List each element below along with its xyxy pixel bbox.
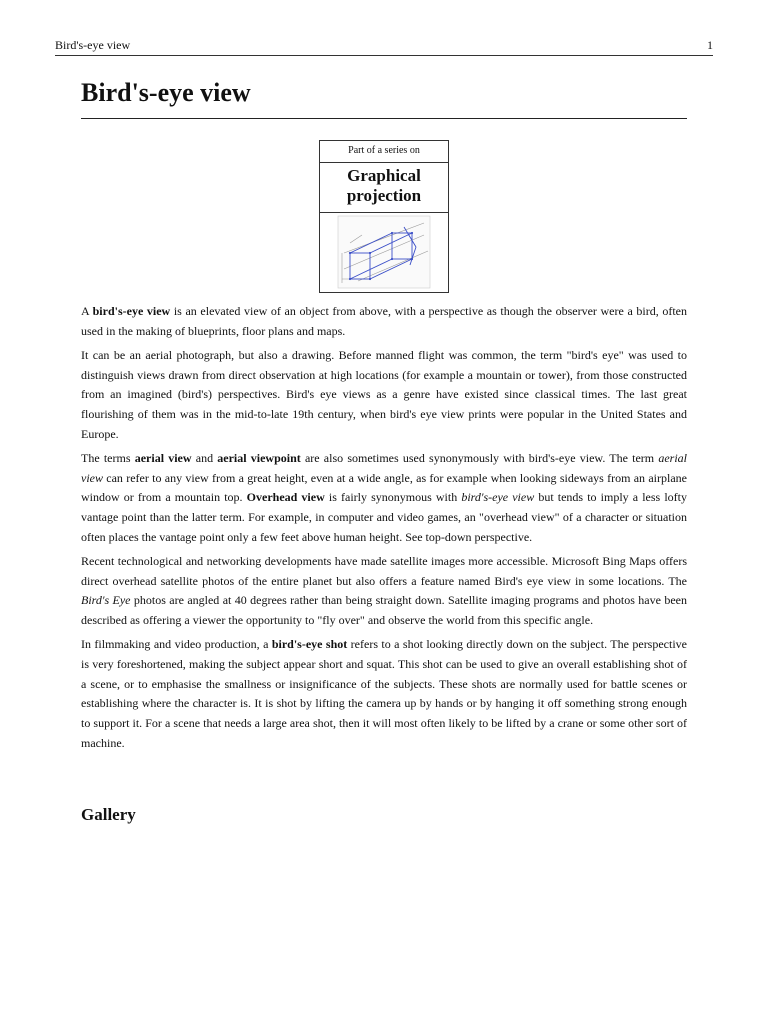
- infobox-topic-title[interactable]: Graphical projection: [320, 163, 448, 213]
- bold-term: bird's-eye view: [92, 304, 171, 318]
- text-run: photos are angled at 40 degrees rather than being straight down. Satellite imaging programs and photos have been described as offering a viewer the opportunity to "fly over" and observe the world from this specific angle.: [81, 593, 687, 628]
- text-run: refers to a shot looking directly down on the subject. The perspective is very foreshortened, making the subject appear short and squat. This shot can be used to give an overall establishing shot of a scene, or to emphasise the smallness or insignificance of the subjects. These shots are normally used for battle scenes or establishing where the character is. It is shot by lifting the camera up by hands or by hanging it off something strong enough to support it. For a scene that needs a large area shot, then it will most often likely to be lifted by a crane or some other sort of machine.: [81, 637, 687, 750]
- bold-term: bird's-eye shot: [271, 637, 348, 652]
- bold-term: aerial viewpoint: [217, 450, 301, 465]
- page-title: Bird's-eye view: [81, 74, 687, 119]
- bold-term: aerial view: [134, 450, 192, 465]
- paragraph: [81, 552, 687, 631]
- paragraph: [81, 302, 687, 341]
- text-run: The terms: [81, 450, 135, 465]
- gallery-heading: Gallery: [81, 805, 136, 824]
- text-run: It can be an aerial photograph, but also a drawing. Before manned flight was common, the term "bird's eye" was used to distinguish views drawn from direct observation at high locations (for example a mountain or tower), from those constructed from an imagined (bird's) perspectives. Bird's eye views as a genre have existed since classical times. The last great flourishing of them was in the mid-to-late 19th century, when bird's eye view prints were popular in the United States and Europe.: [81, 347, 687, 441]
- article-body: [81, 302, 687, 758]
- text-run: are also sometimes used synonymously with bird's-eye view. The term: [300, 450, 659, 465]
- italic-term: Bird's Eye: [81, 593, 131, 608]
- italic-term: bird's-eye view: [461, 490, 535, 505]
- paragraph: [81, 346, 687, 445]
- text-run: can refer to any view from a great height, even at a wide angle, as for example when looking sideways from an airplane window or from a mountain top.: [81, 470, 687, 505]
- series-infobox: [319, 140, 449, 293]
- running-header: [55, 37, 713, 56]
- page-number: 1: [707, 38, 713, 52]
- text-run: and: [191, 450, 218, 465]
- paragraph: [81, 635, 687, 753]
- infobox-series-label[interactable]: Part of a series on: [320, 141, 448, 163]
- oblique-projection-diagram-icon[interactable]: [320, 213, 448, 292]
- text-run: Recent technological and networking developments have made satellite images more accessible. Microsoft Bing Maps offers direct overhead satellite photos of the entire planet but also offers a feature named Bird's eye view in some locations. The: [81, 553, 687, 588]
- running-title: Bird's-eye view: [55, 38, 131, 52]
- paragraph: [81, 449, 687, 548]
- text-run: In filmmaking and video production, a: [81, 637, 272, 652]
- italic-term: aerial view: [81, 450, 687, 485]
- text-run: is an elevated view of an object from above, with a perspective as though the observer were a bird, often used in the making of blueprints, floor plans and maps.: [81, 304, 687, 338]
- text-run: A: [81, 304, 93, 318]
- text-run: is fairly synonymous with: [324, 490, 462, 505]
- text-run: but tends to imply a less lofty vantage point than the latter term. For example, in computer and video games, an "overhead view" of a character or situation often places the vantage point only a few feet above human height. See top-down perspective.: [81, 490, 687, 544]
- bold-term: Overhead view: [246, 490, 325, 505]
